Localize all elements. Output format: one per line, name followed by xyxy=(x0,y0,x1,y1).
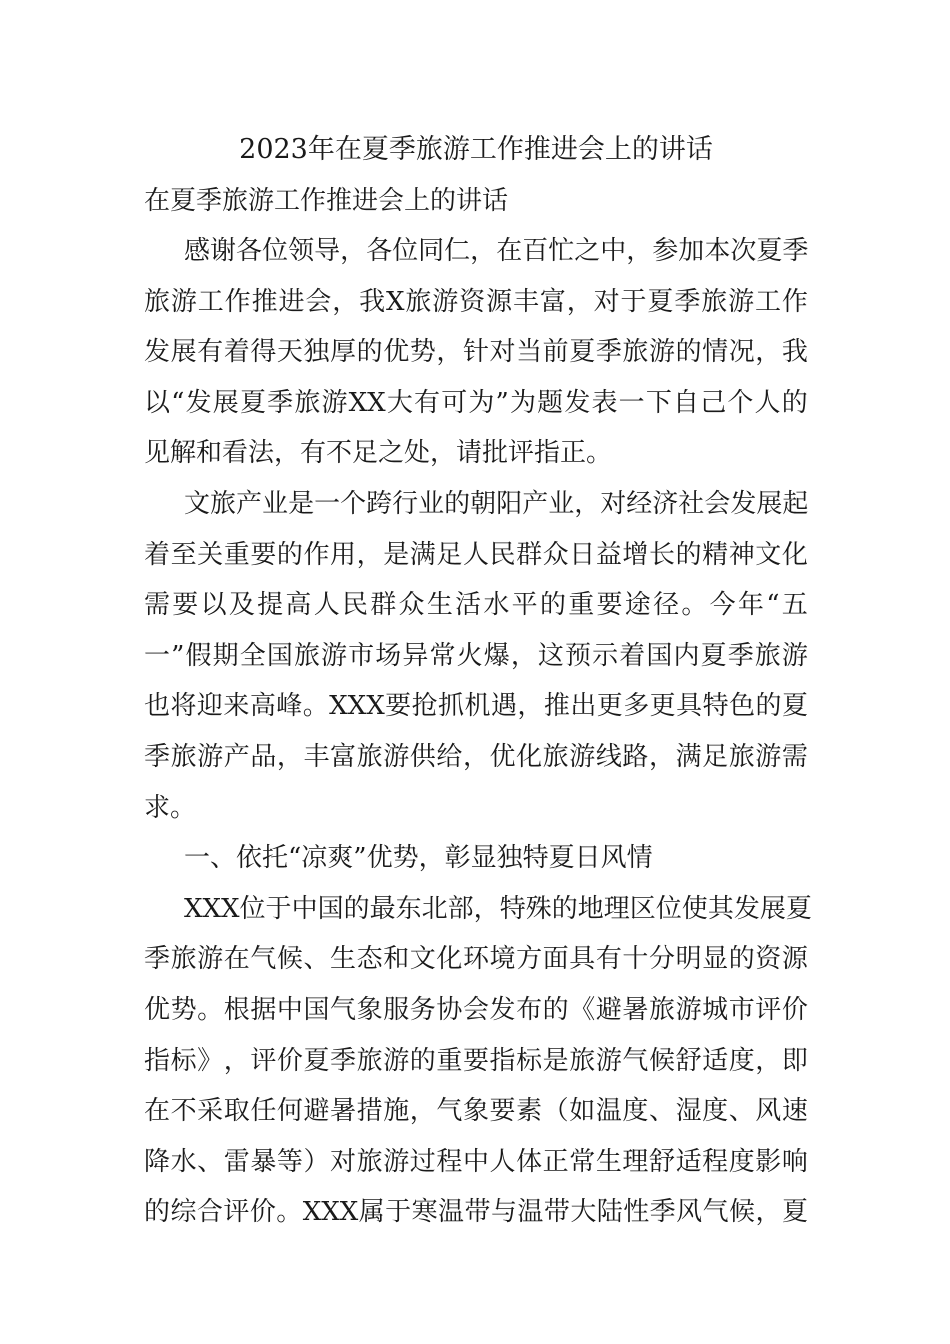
text-line: 优 势 。 根 据 中 国 气 象 服 务 协 会 发 布 的 《 避 暑 旅 游 城 市 评 价 xyxy=(144,994,808,1025)
document-title: 2023年在夏季旅游工作推进会上的讲话 xyxy=(239,134,713,165)
text-line: 发 展 有 着 得 天 独 厚 的 优 势 ， 针 对 当 前 夏 季 旅 游 的 情 况 ， 我 xyxy=(144,337,808,368)
text-line: 也 将 迎 来 高 峰 。 XXX 要 抢 抓 机 遇 ， 推 出 更 多 更 具 特 色 的 夏 xyxy=(144,691,808,722)
document-subtitle: 在夏季旅游工作推进会上的讲话 xyxy=(144,186,509,216)
text-line: 一 ” 假 期 全 国 旅 游 市 场 异 常 火 爆 ， 这 预 示 着 国 内 夏 季 旅 游 xyxy=(144,640,808,671)
text-line: 旅 游 工 作 推 进 会 ， 我 X 旅 游 资 源 丰 富 ， 对 于 夏 季 旅 游 工 作 xyxy=(144,286,808,317)
text-line: 见解和看法，有不足之处，请批评指正。 xyxy=(144,438,613,469)
text-line: 着 至 关 重 要 的 作 用 ， 是 满 足 人 民 群 众 日 益 增 长 的 精 神 文 化 xyxy=(144,539,808,570)
text-line: 需 要 以 及 提 高 人 民 群 众 生 活 水 平 的 重 要 途 径 。 今 年 “ 五 xyxy=(144,590,808,621)
text-line: 文 旅 产 业 是 一 个 跨 行 业 的 朝 阳 产 业 ， 对 经 济 社 会 发 展 起 xyxy=(184,488,809,519)
text-line: 感 谢 各 位 领 导 ， 各 位 同 仁 ， 在 百 忙 之 中 ， 参 加 本 次 夏 季 xyxy=(184,236,809,266)
text-line: 季 旅 游 产 品 ， 丰 富 旅 游 供 给 ， 优 化 旅 游 线 路 ， 满 足 旅 游 需 xyxy=(144,741,808,772)
text-line: 降 水 、 雷 暴 等 ） 对 旅 游 过 程 中 人 体 正 常 生 理 舒 适 程 度 影 响 xyxy=(144,1146,808,1177)
text-line: 以 “ 发 展 夏 季 旅 游 XX 大 有 可 为 ” 为 题 发 表 一 下 自 己 个 人 的 xyxy=(144,387,808,418)
text-line: 一、依托“凉爽”优势，彰显独特夏日风情 xyxy=(184,843,653,874)
text-line: 指 标 》 ， 评 价 夏 季 旅 游 的 重 要 指 标 是 旅 游 气 候 舒 适 度 ， 即 xyxy=(144,1045,808,1076)
text-line: 在 不 采 取 任 何 避 暑 措 施 ， 气 象 要 素 （ 如 温 度 、 湿 度 、 风 速 xyxy=(144,1096,808,1127)
text-line: 季 旅 游 在 气 候 、 生 态 和 文 化 环 境 方 面 具 有 十 分 明 显 的 资 源 xyxy=(144,944,808,975)
document-body xyxy=(144,231,812,1243)
text-line: 求。 xyxy=(144,792,197,823)
text-line: 的 综 合 评 价 。 XXX 属 于 寒 温 带 与 温 带 大 陆 性 季 风 气 候 ， 夏 xyxy=(144,1197,808,1228)
text-line: XXX 位 于 中 国 的 最 东 北 部 ， 特 殊 的 地 理 区 位 使 其 发 展 夏 xyxy=(184,893,812,924)
